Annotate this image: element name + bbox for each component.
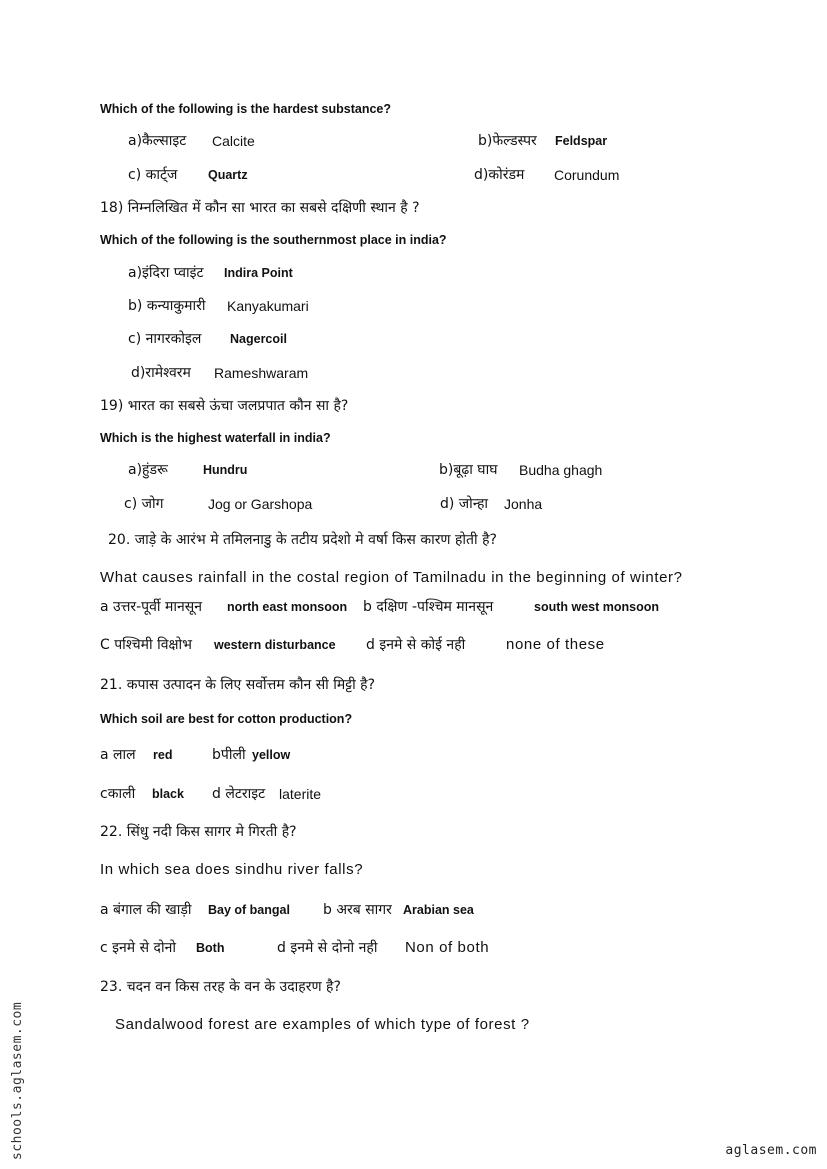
footer-watermark: aglasem.com bbox=[725, 1143, 817, 1158]
side-watermark: schools.aglasem.com bbox=[10, 1001, 25, 1160]
